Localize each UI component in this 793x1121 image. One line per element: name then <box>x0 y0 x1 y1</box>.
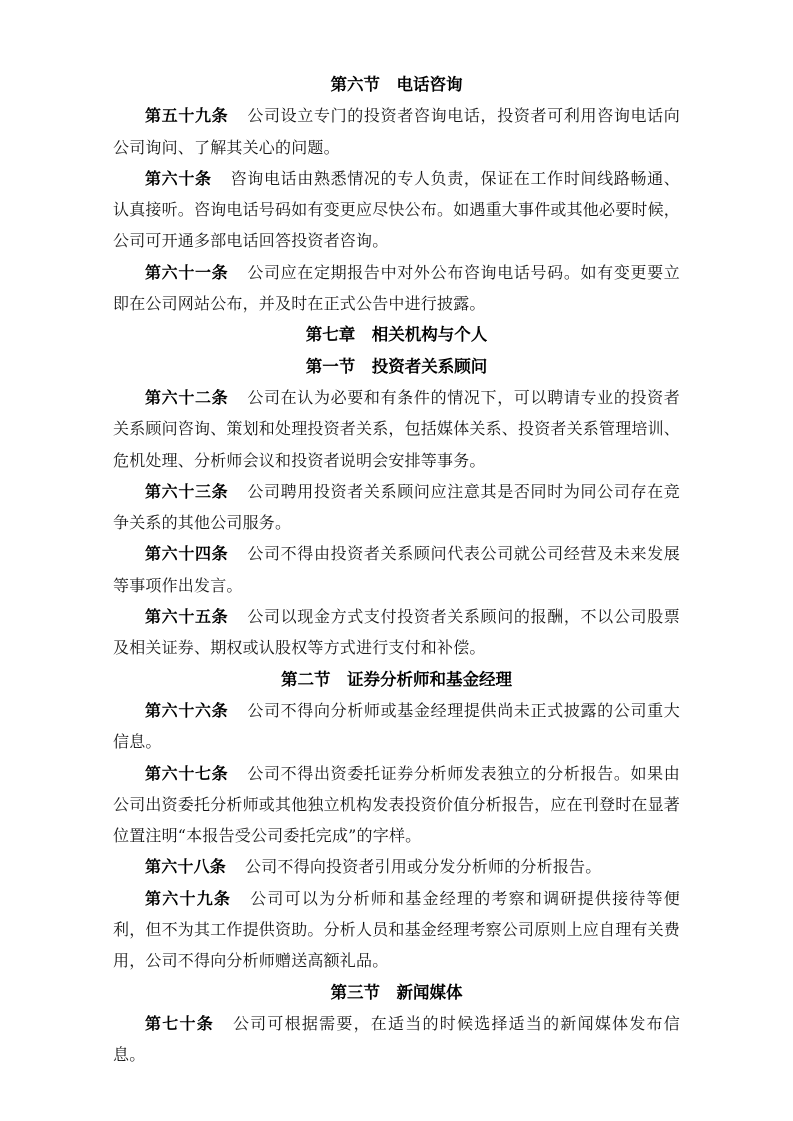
article-number: 第六十条 <box>145 168 212 188</box>
article-paragraph <box>113 476 680 539</box>
article-number: 第六十六条 <box>145 700 229 720</box>
article-paragraph <box>113 100 680 163</box>
article-number: 第六十八条 <box>145 857 227 877</box>
article-paragraph <box>113 257 680 320</box>
article-paragraph <box>113 851 680 882</box>
article-number: 第六十七条 <box>145 763 229 783</box>
article-paragraph <box>113 758 680 852</box>
section-heading: 第一节 投资者关系顾问 <box>305 356 488 376</box>
article-paragraph <box>113 163 680 257</box>
article-text: 公司可以为分析师和基金经理的考察和调研提供接待等便利，但不为其工作提供资助。分析人员和基金经理考察公司原则上应自理有关费用，公司不得向分析师赠送高额礼品。 <box>113 888 681 971</box>
section-heading: 第三节 新闻媒体 <box>330 982 463 1002</box>
article-number: 第六十二条 <box>145 387 229 407</box>
section-heading: 第六节 电话咨询 <box>330 75 463 94</box>
article-text: 公司聘用投资者关系顾问应注意其是否同时为同公司存在竞争关系的其他公司服务。 <box>113 481 680 533</box>
document-content <box>113 69 680 1071</box>
article-number: 第六十四条 <box>145 544 229 564</box>
article-number: 第六十五条 <box>145 607 229 627</box>
article-text: 咨询电话由熟悉情况的专人负责，保证在工作时间线路畅通、认真接听。咨询电话号码如有变更应尽快公布。如遇重大事件或其他必要时候，公司可开通多部电话回答投资者咨询。 <box>113 168 681 251</box>
section-heading: 第二节 证券分析师和基金经理 <box>281 669 512 689</box>
article-number: 第七十条 <box>145 1013 214 1033</box>
article-number: 第六十九条 <box>145 888 232 908</box>
article-text: 公司不得由投资者关系顾问代表公司就公司经营及未来发展等事项作出发言。 <box>113 544 680 595</box>
article-text: 公司不得出资委托证券分析师发表独立的分析报告。如果由公司出资委托分析师或其他独立机构发表投资价值分析报告，应在刊登时在显著位置注明“本报告受公司委托完成”的字样。 <box>113 763 681 846</box>
article-paragraph <box>113 883 680 977</box>
article-text: 公司不得向分析师或基金经理提供尚未正式披露的公司重大信息。 <box>113 700 680 752</box>
article-text: 公司可根据需要，在适当的时候选择适当的新闻媒体发布信息。 <box>113 1013 680 1065</box>
article-paragraph <box>113 601 680 664</box>
article-paragraph <box>113 695 680 758</box>
article-paragraph <box>113 1008 680 1071</box>
article-number: 第六十一条 <box>145 262 229 282</box>
article-paragraph <box>113 382 680 476</box>
article-text: 公司设立专门的投资者咨询电话，投资者可利用咨询电话向公司询问、了解其关心的问题。 <box>113 106 680 157</box>
article-text: 公司以现金方式支付投资者关系顾问的报酬，不以公司股票及相关证券、期权或认股权等方式进行支付和补偿。 <box>113 607 680 658</box>
article-text: 公司应在定期报告中对外公布咨询电话号码。如有变更要立即在公司网站公布，并及时在正式公告中进行披露。 <box>113 262 680 314</box>
article-text: 公司在认为必要和有条件的情况下，可以聘请专业的投资者关系顾问咨询、策划和处理投资者关系，包括媒体关系、投资者关系管理培训、危机处理、分析师会议和投资者说明会安排等事务。 <box>113 387 681 470</box>
article-number: 第五十九条 <box>145 106 229 126</box>
chapter-heading: 第七章 相关机构与个人 <box>305 325 488 345</box>
article-text: 公司不得向投资者引用或分发分析师的分析报告。 <box>245 857 602 877</box>
article-paragraph <box>113 538 680 601</box>
article-number: 第六十三条 <box>145 481 229 501</box>
